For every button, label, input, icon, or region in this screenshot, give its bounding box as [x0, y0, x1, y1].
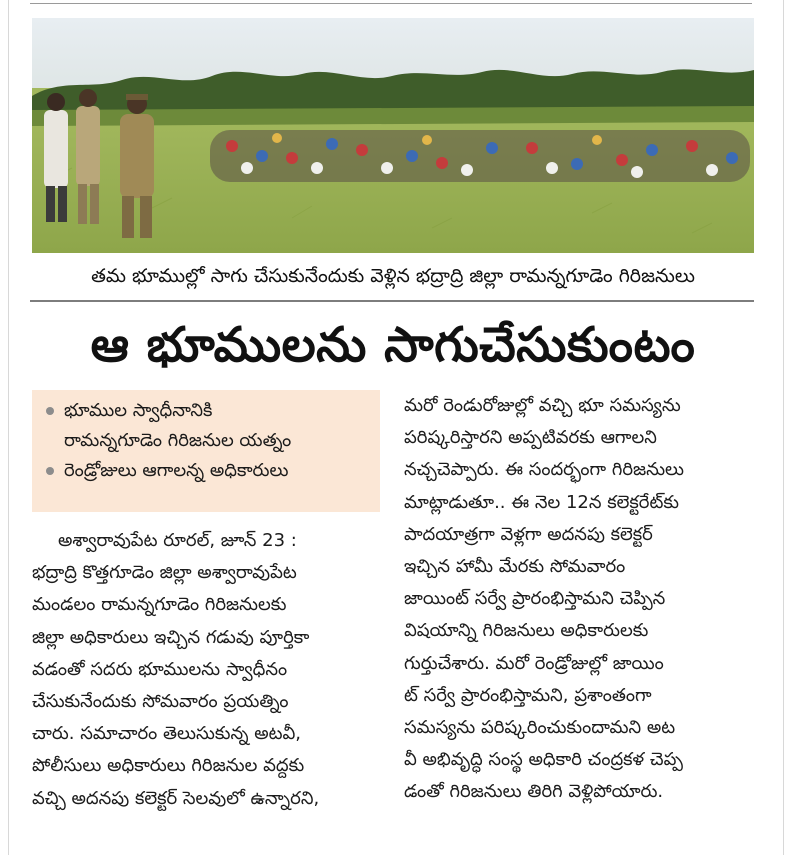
highlight-text-continued: రామన్నగూడెం గిరిజనుల యత్నం [64, 430, 292, 451]
body-line: చేసుకునేందుకు సోమవారం ప్రయత్నిం [32, 691, 289, 713]
highlight-text: రెండ్రోజులు ఆగాలన్న అధికారులు [64, 460, 289, 481]
body-line: జాయింట్‌ సర్వే ప్రారంభిస్తామని చెప్పిన [404, 588, 666, 610]
body-line: నచ్చచెప్పారు. ఈ సందర్భంగా గిరిజనులు [404, 459, 685, 481]
article-body-right-column [404, 390, 754, 809]
highlight-item [42, 456, 370, 486]
bullet-icon [46, 407, 54, 415]
top-divider [30, 3, 752, 4]
highlight-item [42, 396, 370, 426]
body-line: వీ అభివృద్ధి సంస్థ అధికారి చంద్రకళ చెప్ప [404, 749, 683, 771]
news-photo [32, 18, 754, 253]
body-line: పోలీసులు అధికారులు గిరిజనుల వద్దకు [32, 755, 305, 777]
body-line: మండలం రామన్నగూడెం గిరిజనులకు [32, 594, 287, 616]
bullet-icon [46, 467, 54, 475]
article-body-left-column [32, 525, 382, 815]
body-line: జిల్లా అధికారులు ఇచ్చిన గడువు పూర్తికా [32, 626, 310, 648]
body-line: వచ్చి అదనపు కలెక్టర్‌ సెలవులో ఉన్నారని, [32, 787, 320, 809]
photo-caption: తమ భూముల్లో సాగు చేసుకునేందుకు వెళ్లిన భద్రాద్రి జిల్లా రామన్నగూడెం గిరిజనులు [91, 265, 695, 287]
highlights-box [32, 390, 380, 512]
body-line: గుర్తుచేశారు. మరో రెండ్రోజుల్లో జాయిం [404, 652, 664, 674]
caption-divider [30, 300, 754, 302]
body-line-dateline: అశ్వారావుపేట రూరల్‌, జూన్‌ 23 : [58, 530, 297, 551]
body-line: విషయాన్ని గిరిజనులు అధికారులకు [404, 620, 649, 642]
highlight-text: భూముల స్వాధీనానికి [64, 400, 213, 421]
body-line: సమస్యను పరిష్కరించుకుందామని అట [404, 717, 676, 739]
body-line: ట్‌ సర్వే ప్రారంభిస్తామని, ప్రశాంతంగా [404, 684, 652, 706]
body-line: చారు. సమాచారం తెలుసుకున్న అటవీ, [32, 723, 302, 745]
body-line: భద్రాద్రి కొత్తగూడెం జిల్లా అశ్వారావుపేట [32, 562, 297, 584]
body-line: పాదయాత్రగా వెళ్లగా అదనపు కలెక్టర్‌ [404, 523, 653, 545]
headline: ఆ భూములను సాగుచేసుకుంటం [90, 317, 696, 373]
body-line: వడంతో సదరు భూములను స్వాధీనం [32, 658, 288, 680]
body-line: మాట్లాడుతూ.. ఈ నెల 12న కలెక్టరేట్‌కు [404, 491, 679, 513]
body-line: డంతో గిరిజనులు తిరిగి వెళ్లిపోయారు. [404, 781, 664, 803]
body-line: మరో రెండురోజుల్లో వచ్చి భూ సమస్యను [404, 395, 681, 416]
body-line: ఇచ్చిన హామీ మేరకు సోమవారం [404, 556, 626, 578]
body-line: పరిష్కరిస్తారని అప్పటివరకు ఆగాలని [404, 427, 657, 449]
